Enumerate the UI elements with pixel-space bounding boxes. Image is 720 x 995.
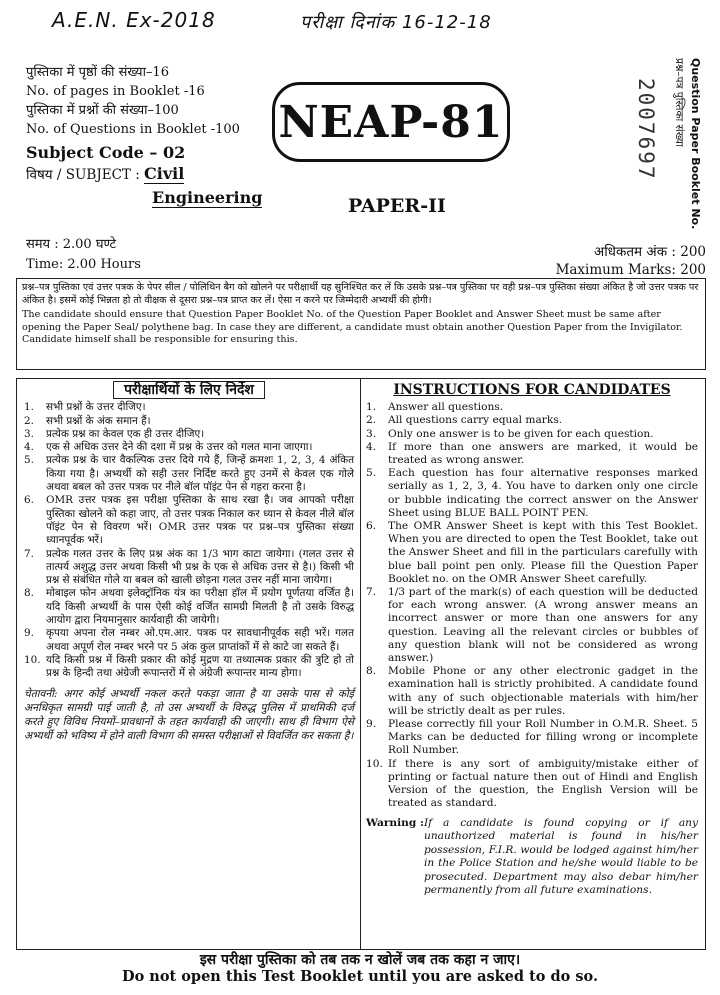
instruction-number: 8. [366,665,377,678]
instruction-item [24,428,354,441]
instruction-number: 2. [366,414,377,427]
instruction-text: OMR उत्तर पत्रक इस परीक्षा पुस्तिका के साथ रखा है। जब आपको परीक्षा पुस्तिका खोलने को कहा जाए, तो उत्तर पत्रक निकाल कर ध्यान से केवल नीले बॉल पॉइंट पेन से विवरण भरें। OMR उत्तर पत्रक पर प्रश्न–पत्र पुस्तिका संख्या ध्यानपूर्वक भरें। [46,494,354,547]
instruction-text: Only one answer is to be given for each question. [388,427,654,440]
hindi-instructions-list [24,401,354,680]
instruction-item [24,415,354,428]
english-instructions [366,384,698,898]
instruction-number: 10. [366,757,383,770]
instruction-text: सभी प्रश्नों के अंक समान हैं। [46,414,151,427]
instruction-item [366,428,698,441]
questions-count-hindi: पुस्तिका में प्रश्नों की संख्या–100 [26,103,179,118]
instruction-item [366,758,698,811]
hindi-instructions-title: परीक्षार्थियों के लिए निर्देश [24,384,354,397]
handwritten-exam-date: परीक्षा दिनांक 16-12-18 [300,12,492,33]
footer-english: Do not open this Test Booklet until you are asked to do so. [122,968,598,985]
instruction-text: All questions carry equal marks. [388,414,563,427]
instruction-text: प्रत्येक गलत उत्तर के लिए प्रश्न अंक का 1/3 भाग काटा जायेगा। (गलत उत्तर से तात्पर्य अशुद्ध उत्तर अथवा किसी भी प्रश्न के एक से अधिक उत्तर से है।) किसी भी प्रश्न से संबंधित गोले या बबल को खाली छोड़ना गलत उत्तर नहीं माना जायेगा। [46,547,354,587]
instruction-item [24,494,354,547]
booklet-serial-number: 2007697 [634,78,658,181]
pages-count-english: No. of pages in Booklet -16 [26,84,205,99]
handwritten-exam-code: A.E.N. Ex-2018 [52,8,216,32]
booklet-verification-notice [16,278,706,370]
paper-number: PAPER-II [348,195,446,217]
paper-code-logo [272,82,510,162]
paper-code-text: NEAP-81 [278,96,504,148]
instruction-text: Please correctly fill your Roll Number in O.M.R. Sheet. 5 Marks can be deducted for filling wrong or incomplete Roll Number. [388,718,698,757]
english-instructions-list [366,401,698,810]
hindi-warning: चेतावनी: अगर कोई अभ्यर्थी नकल करते पकड़ा जाता है या उसके पास से कोई अनधिकृत सामग्री पाई जाती है, तो उस अभ्यर्थी के विरुद्ध पुलिस में प्राथमिकी दर्ज करते हुए विविध नियमों–प्रावधानों के तहत कार्यवाही की जाएगी। साथ ही विभाग ऐसे अभ्यर्थी को भविष्य में होने वाली विभाग की समस्त परीक्षाओं से विवर्जित कर सकता है। [24,687,354,742]
instruction-item [24,401,354,414]
instruction-text: प्रत्येक प्रश्न का केवल एक ही उत्तर दीजिए। [46,427,205,440]
instruction-number: 6. [366,520,377,533]
instruction-number: 4. [366,440,377,453]
instruction-item [366,718,698,758]
subject-code: Subject Code – 02 [26,143,186,162]
instruction-text: The OMR Answer Sheet is kept with this Test Booklet. When you are directed to open the Test Booklet, take out the Answer Sheet and fill in the particulars carefully with blue ball point pen only. Please fill the Question Paper Booklet no. on the OMR Answer Sheet carefully. [388,520,698,585]
english-instructions-title: INSTRUCTIONS FOR CANDIDATES [393,382,671,398]
instruction-number: 3. [366,427,377,440]
instruction-text: मोबाइल फोन अथवा इलेक्ट्रॉनिक यंत्र का परीक्षा हॉल में प्रयोग पूर्णतया वर्जित है। यदि किसी अभ्यर्थी के पास ऐसी कोई वर्जित सामग्री मिलती है तो उसके विरुद्ध आयोग द्वारा नियमानुसार कार्यवाही की जायेगी। [46,587,354,627]
instruction-number: 7. [24,547,34,560]
instruction-item [366,586,698,665]
instruction-number: 10. [24,653,41,666]
max-marks-english: Maximum Marks: 200 [555,262,706,278]
instruction-item [24,587,354,627]
column-divider [360,378,361,950]
instruction-item [366,520,698,586]
warning-label: Warning : [366,816,424,829]
instruction-number: 8. [24,587,34,600]
instruction-item [24,454,354,494]
instruction-item [24,627,354,654]
time-hindi: समय : 2.00 घण्टे [26,237,117,252]
instruction-item [366,401,698,414]
subject-value-line2: Engineering [152,188,263,207]
instruction-number: 7. [366,586,377,599]
instruction-text: एक से अधिक उत्तर देने की दशा में प्रश्न के उत्तर को गलत माना जाएगा। [46,441,313,454]
instruction-number: 9. [24,627,34,640]
instruction-number: 5. [24,454,34,467]
booklet-number-label-english: Question Paper Booklet No. [689,58,702,230]
english-warning [366,817,698,899]
instruction-item [366,665,698,718]
instruction-number: 4. [24,441,34,454]
instruction-text: कृपया अपना रोल नम्बर ओ.एम.आर. पत्रक पर सावधानीपूर्वक सही भरें। गलत अथवा अपूर्ण रोल नम्बर भरने पर 5 अंक कुल प्राप्तांकों में से काटे जा सकते हैं। [46,627,354,653]
instruction-number: 9. [366,718,377,731]
instruction-item [24,548,354,588]
instruction-number: 2. [24,414,34,427]
instruction-text: Each question has four alternative responses marked serially as 1, 2, 3, 4. You have to darken only one circle or bubble indicating the correct answer on the Answer Sheet using BLUE BALL POINT PEN. [388,467,698,519]
booklet-number-panel [606,58,706,238]
time-english: Time: 2.00 Hours [26,257,141,272]
instruction-item [366,467,698,520]
subject-label: विषय / SUBJECT : [26,167,140,183]
instruction-number: 6. [24,494,34,507]
instruction-text: Mobile Phone or any other electronic gadget in the examination hall is strictly prohibited. A candidate found with any of such objectionable materials with him/her will be strictly dealt as per rules. [388,665,698,717]
warning-text: If a candidate is found copying or if any unauthorized material is found in his/her possession, F.I.R. would be lodged against him/her in the Police Station and he/she would liable to be prosecuted. Department may also debar him/her permanently from all future examinations. [424,816,698,897]
hindi-instructions [24,384,354,743]
pages-count-hindi: पुस्तिका में पृष्ठों की संख्या–16 [26,65,169,80]
questions-count-english: No. of Questions in Booklet -100 [26,122,240,137]
subject-value-line1: Civil [144,164,185,183]
instruction-text: सभी प्रश्नों के उत्तर दीजिए। [46,401,146,414]
instruction-text: Answer all questions. [388,401,504,414]
max-marks-hindi: अधिकतम अंक : 200 [593,244,706,260]
instruction-number: 1. [24,401,34,414]
footer-hindi: इस परीक्षा पुस्तिका को तब तक न खोलें जब तक कहा न जाए। [199,952,521,968]
instruction-text: यदि किसी प्रश्न में किसी प्रकार की कोई मुद्रण या तथ्यात्मक प्रकार की त्रुटि हो तो प्रश्न के हिन्दी तथा अंग्रेजी रूपान्तरों में से अंग्रेजी रूपान्तर मान्य होगा। [46,653,354,680]
instruction-text: 1/3 part of the mark(s) of each question will be deducted for each wrong answer. (A wrong answer means an incorrect answer or more than one answers for any question. Leaving all the relevant circles or bubbles of any question blank will not be considered as wrong answer.) [388,586,698,665]
instruction-item [24,441,354,454]
instruction-text: If there is any sort of ambiguity/mistake either of printing or factual nature then out of Hindi and English Version of the question, the English Version will be treated as standard. [388,757,698,810]
instruction-number: 3. [24,427,34,440]
instruction-number: 5. [366,467,377,480]
instruction-item [366,414,698,427]
instruction-text: If more than one answers are marked, it would be treated as wrong answer. [388,440,698,467]
instruction-text: प्रत्येक प्रश्न के चार वैकल्पिक उत्तर दिये गये हैं, जिन्हें क्रमशः 1, 2, 3, 4 अंकित किया गया है। अभ्यर्थी को सही उत्तर निर्दिष्ट करते हुए उनमें से केवल एक गोले अथवा बबल को उत्तर पत्रक पर नीले बॉल पॉइंट पेन से गहरा करना है। [46,454,354,494]
notice-english: The candidate should ensure that Question Paper Booklet No. of the Question Paper Booklet and Answer Sheet must be same after opening the Paper Seal/ polythene bag. In case they are different, a candidate must obtain another Question Paper from the Invigilator. Candidate himself shall be responsible for ensuring this. [22,309,683,345]
notice-hindi: प्रश्न–पत्र पुस्तिका एवं उत्तर पत्रक के पेपर सील / पोलिथिन बैग को खोलने पर परीक्षार्थी यह सुनिश्चित कर लें कि उसके प्रश्न–पत्र पुस्तिका पर वही प्रश्न–पत्र पुस्तिका संख्या अंकित है जो उत्तर पत्रक पर अंकित है। इसमें कोई भिन्नता हो तो वीक्षक से दूसरा प्रश्न–पत्र प्राप्त कर लें। ऐसा न करने पर जिम्मेदारी अभ्यर्थी की होगी। [22,282,699,306]
booklet-number-label-hindi: प्रश्न–पत्र पुस्तिका संख्या [673,58,685,147]
instruction-item [366,441,698,467]
instruction-item [24,654,354,681]
instruction-number: 1. [366,401,377,414]
